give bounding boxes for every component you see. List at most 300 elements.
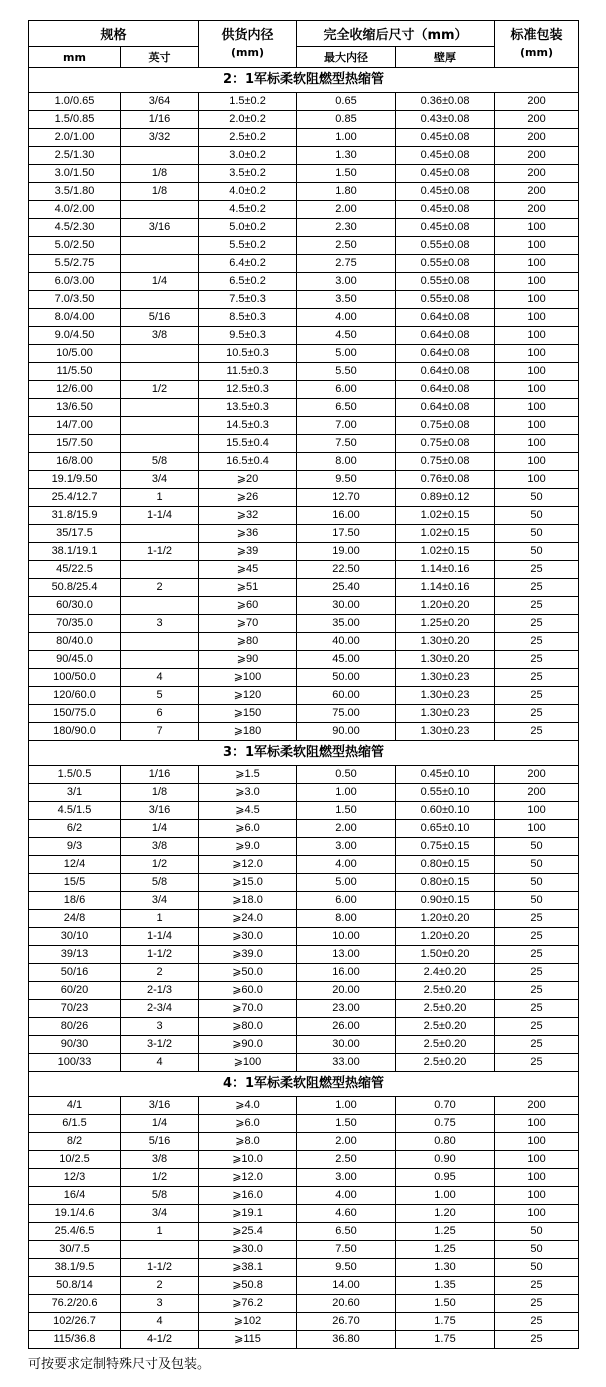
cell-mm: 70/23: [29, 1000, 121, 1018]
table-row: [29, 784, 579, 802]
cell-inch: 1/4: [121, 1115, 199, 1133]
cell-pack: 25: [495, 1000, 579, 1018]
cell-pack: 100: [495, 273, 579, 291]
cell-inch: [121, 651, 199, 669]
table-row: [29, 615, 579, 633]
cell-max-id: 1.50: [297, 165, 396, 183]
cell-wall: 0.64±0.08: [396, 309, 495, 327]
cell-wall: 0.80: [396, 1133, 495, 1151]
cell-inch: 1/16: [121, 111, 199, 129]
cell-wall: 2.5±0.20: [396, 1018, 495, 1036]
cell-wall: 2.5±0.20: [396, 1036, 495, 1054]
header-recovered: 完全收缩后尺寸（mm）: [297, 21, 495, 47]
cell-inch: 1/2: [121, 1169, 199, 1187]
cell-max-id: 3.00: [297, 273, 396, 291]
cell-wall: 0.75±0.08: [396, 453, 495, 471]
section-title-row: [29, 68, 579, 93]
cell-max-id: 1.30: [297, 147, 396, 165]
cell-pack: 50: [495, 1223, 579, 1241]
cell-supply-id: ⩾76.2: [199, 1295, 297, 1313]
cell-pack: 100: [495, 291, 579, 309]
cell-max-id: 50.00: [297, 669, 396, 687]
cell-max-id: 9.50: [297, 471, 396, 489]
section-4to1: [29, 1072, 579, 1349]
table-row: [29, 723, 579, 741]
cell-max-id: 2.30: [297, 219, 396, 237]
table-row: [29, 1205, 579, 1223]
header-supply-id-unit: (mm): [231, 46, 264, 59]
cell-mm: 38.1/19.1: [29, 543, 121, 561]
cell-wall: 1.25: [396, 1241, 495, 1259]
cell-inch: 3/4: [121, 892, 199, 910]
cell-wall: 1.14±0.16: [396, 561, 495, 579]
cell-max-id: 4.00: [297, 309, 396, 327]
table-row: [29, 1277, 579, 1295]
cell-inch: [121, 255, 199, 273]
table-row: [29, 129, 579, 147]
cell-wall: 0.90: [396, 1151, 495, 1169]
cell-wall: 1.20: [396, 1205, 495, 1223]
cell-max-id: 19.00: [297, 543, 396, 561]
cell-inch: 2: [121, 964, 199, 982]
cell-wall: 0.60±0.10: [396, 802, 495, 820]
cell-wall: 0.55±0.10: [396, 784, 495, 802]
cell-mm: 50.8/14: [29, 1277, 121, 1295]
cell-inch: 1-1/4: [121, 507, 199, 525]
cell-inch: 5/8: [121, 1187, 199, 1205]
cell-supply-id: 3.5±0.2: [199, 165, 297, 183]
cell-wall: 0.80±0.15: [396, 856, 495, 874]
section-title: 4：1军标柔软阻燃型热缩管: [29, 1072, 579, 1097]
cell-supply-id: 4.5±0.2: [199, 201, 297, 219]
table-row: [29, 1169, 579, 1187]
cell-mm: 25.4/6.5: [29, 1223, 121, 1241]
cell-pack: 25: [495, 1313, 579, 1331]
table-header: [29, 21, 579, 68]
cell-inch: 1/8: [121, 165, 199, 183]
table-row: [29, 802, 579, 820]
cell-supply-id: 2.0±0.2: [199, 111, 297, 129]
cell-max-id: 30.00: [297, 597, 396, 615]
cell-inch: 5: [121, 687, 199, 705]
cell-inch: 3/16: [121, 802, 199, 820]
table-row: [29, 1018, 579, 1036]
cell-inch: 4: [121, 1054, 199, 1072]
cell-pack: 100: [495, 1187, 579, 1205]
table-row: [29, 1000, 579, 1018]
cell-supply-id: 2.5±0.2: [199, 129, 297, 147]
cell-mm: 19.1/9.50: [29, 471, 121, 489]
cell-mm: 100/50.0: [29, 669, 121, 687]
table-row: [29, 201, 579, 219]
cell-max-id: 3.00: [297, 1169, 396, 1187]
table-row: [29, 1036, 579, 1054]
cell-max-id: 13.00: [297, 946, 396, 964]
table-row: [29, 856, 579, 874]
table-row: [29, 543, 579, 561]
cell-pack: 200: [495, 147, 579, 165]
cell-pack: 50: [495, 1241, 579, 1259]
cell-pack: 100: [495, 345, 579, 363]
cell-supply-id: ⩾15.0: [199, 874, 297, 892]
cell-supply-id: ⩾19.1: [199, 1205, 297, 1223]
cell-inch: 1: [121, 1223, 199, 1241]
cell-max-id: 12.70: [297, 489, 396, 507]
cell-supply-id: 16.5±0.4: [199, 453, 297, 471]
cell-pack: 100: [495, 802, 579, 820]
cell-inch: [121, 633, 199, 651]
header-supply-id-title: 供货内径: [221, 28, 274, 43]
cell-pack: 50: [495, 838, 579, 856]
table-row: [29, 1054, 579, 1072]
header-wall: 壁厚: [396, 47, 495, 68]
cell-pack: 50: [495, 543, 579, 561]
cell-wall: 2.5±0.20: [396, 1000, 495, 1018]
cell-inch: [121, 435, 199, 453]
cell-supply-id: 5.5±0.2: [199, 237, 297, 255]
table-row: [29, 237, 579, 255]
cell-wall: 0.45±0.08: [396, 219, 495, 237]
table-row: [29, 435, 579, 453]
cell-inch: [121, 561, 199, 579]
cell-inch: [121, 237, 199, 255]
table-row: [29, 874, 579, 892]
cell-wall: 1.30±0.23: [396, 723, 495, 741]
cell-pack: 100: [495, 309, 579, 327]
cell-wall: 1.50±0.20: [396, 946, 495, 964]
cell-wall: 0.55±0.08: [396, 291, 495, 309]
cell-max-id: 36.80: [297, 1331, 396, 1349]
cell-wall: 0.65±0.10: [396, 820, 495, 838]
table-row: [29, 1223, 579, 1241]
cell-max-id: 17.50: [297, 525, 396, 543]
cell-supply-id: 4.0±0.2: [199, 183, 297, 201]
cell-mm: 15/5: [29, 874, 121, 892]
cell-wall: 1.30±0.23: [396, 687, 495, 705]
cell-max-id: 4.00: [297, 856, 396, 874]
cell-supply-id: 12.5±0.3: [199, 381, 297, 399]
cell-mm: 30/10: [29, 928, 121, 946]
cell-inch: [121, 291, 199, 309]
cell-mm: 5.5/2.75: [29, 255, 121, 273]
cell-inch: 1-1/2: [121, 946, 199, 964]
cell-pack: 25: [495, 1295, 579, 1313]
cell-supply-id: ⩾100: [199, 1054, 297, 1072]
cell-max-id: 0.85: [297, 111, 396, 129]
cell-supply-id: ⩾16.0: [199, 1187, 297, 1205]
cell-mm: 25.4/12.7: [29, 489, 121, 507]
cell-inch: 1/4: [121, 273, 199, 291]
cell-mm: 102/26.7: [29, 1313, 121, 1331]
cell-wall: 0.43±0.08: [396, 111, 495, 129]
section-title-row: [29, 741, 579, 766]
cell-pack: 100: [495, 1115, 579, 1133]
table-row: [29, 910, 579, 928]
cell-mm: 60/20: [29, 982, 121, 1000]
cell-max-id: 6.00: [297, 381, 396, 399]
cell-max-id: 7.50: [297, 1241, 396, 1259]
cell-wall: 0.64±0.08: [396, 345, 495, 363]
cell-supply-id: ⩾90: [199, 651, 297, 669]
cell-max-id: 8.00: [297, 453, 396, 471]
cell-max-id: 20.00: [297, 982, 396, 1000]
cell-supply-id: ⩾12.0: [199, 856, 297, 874]
cell-pack: 25: [495, 723, 579, 741]
table-row: [29, 687, 579, 705]
cell-inch: 4: [121, 669, 199, 687]
cell-wall: 0.89±0.12: [396, 489, 495, 507]
cell-mm: 76.2/20.6: [29, 1295, 121, 1313]
cell-mm: 115/36.8: [29, 1331, 121, 1349]
cell-mm: 35/17.5: [29, 525, 121, 543]
cell-mm: 60/30.0: [29, 597, 121, 615]
cell-inch: 3/8: [121, 327, 199, 345]
cell-wall: 0.75±0.08: [396, 417, 495, 435]
section-3to1: [29, 741, 579, 1072]
cell-wall: 0.75±0.08: [396, 435, 495, 453]
cell-supply-id: ⩾39: [199, 543, 297, 561]
cell-pack: 25: [495, 928, 579, 946]
cell-supply-id: ⩾102: [199, 1313, 297, 1331]
cell-inch: 1: [121, 489, 199, 507]
cell-mm: 10/2.5: [29, 1151, 121, 1169]
cell-wall: 0.64±0.08: [396, 363, 495, 381]
cell-inch: [121, 363, 199, 381]
table-row: [29, 982, 579, 1000]
cell-pack: 25: [495, 910, 579, 928]
cell-inch: [121, 525, 199, 543]
table-row: [29, 1331, 579, 1349]
cell-max-id: 7.50: [297, 435, 396, 453]
cell-supply-id: ⩾51: [199, 579, 297, 597]
cell-pack: 25: [495, 1036, 579, 1054]
cell-max-id: 4.50: [297, 327, 396, 345]
cell-max-id: 9.50: [297, 1259, 396, 1277]
cell-mm: 6/2: [29, 820, 121, 838]
cell-supply-id: ⩾6.0: [199, 820, 297, 838]
table-row: [29, 705, 579, 723]
table-row: [29, 183, 579, 201]
cell-inch: 3/16: [121, 1097, 199, 1115]
table-row: [29, 964, 579, 982]
cell-mm: 12/6.00: [29, 381, 121, 399]
cell-inch: 5/8: [121, 874, 199, 892]
cell-max-id: 30.00: [297, 1036, 396, 1054]
cell-mm: 2.0/1.00: [29, 129, 121, 147]
cell-supply-id: ⩾36: [199, 525, 297, 543]
table-row: [29, 1259, 579, 1277]
cell-pack: 200: [495, 1097, 579, 1115]
cell-pack: 50: [495, 507, 579, 525]
cell-wall: 0.45±0.08: [396, 129, 495, 147]
table-row: [29, 309, 579, 327]
table-row: [29, 417, 579, 435]
cell-mm: 18/6: [29, 892, 121, 910]
table-row: [29, 255, 579, 273]
cell-supply-id: ⩾30.0: [199, 1241, 297, 1259]
cell-wall: 1.20±0.20: [396, 597, 495, 615]
cell-pack: 25: [495, 964, 579, 982]
cell-wall: 1.30±0.20: [396, 633, 495, 651]
cell-pack: 100: [495, 255, 579, 273]
cell-wall: 2.4±0.20: [396, 964, 495, 982]
cell-supply-id: ⩾32: [199, 507, 297, 525]
cell-pack: 50: [495, 489, 579, 507]
cell-max-id: 1.50: [297, 1115, 396, 1133]
cell-wall: 1.30±0.23: [396, 705, 495, 723]
cell-supply-id: ⩾18.0: [199, 892, 297, 910]
cell-mm: 9/3: [29, 838, 121, 856]
table-row: [29, 892, 579, 910]
cell-max-id: 20.60: [297, 1295, 396, 1313]
cell-max-id: 35.00: [297, 615, 396, 633]
cell-pack: 25: [495, 1331, 579, 1349]
cell-inch: [121, 345, 199, 363]
table-row: [29, 399, 579, 417]
cell-pack: 25: [495, 982, 579, 1000]
table-row: [29, 165, 579, 183]
cell-max-id: 4.00: [297, 1187, 396, 1205]
cell-inch: 1/16: [121, 766, 199, 784]
cell-wall: 0.90±0.15: [396, 892, 495, 910]
table-row: [29, 327, 579, 345]
cell-supply-id: ⩾115: [199, 1331, 297, 1349]
cell-mm: 4.0/2.00: [29, 201, 121, 219]
cell-wall: 1.20±0.20: [396, 928, 495, 946]
cell-pack: 200: [495, 165, 579, 183]
cell-mm: 90/45.0: [29, 651, 121, 669]
cell-supply-id: ⩾90.0: [199, 1036, 297, 1054]
cell-max-id: 5.00: [297, 874, 396, 892]
cell-max-id: 33.00: [297, 1054, 396, 1072]
cell-max-id: 16.00: [297, 964, 396, 982]
table-row: [29, 93, 579, 111]
cell-supply-id: ⩾150: [199, 705, 297, 723]
cell-supply-id: ⩾6.0: [199, 1115, 297, 1133]
cell-pack: 25: [495, 946, 579, 964]
cell-inch: 3/4: [121, 471, 199, 489]
cell-supply-id: ⩾12.0: [199, 1169, 297, 1187]
cell-mm: 12/3: [29, 1169, 121, 1187]
cell-max-id: 2.00: [297, 820, 396, 838]
cell-wall: 0.64±0.08: [396, 399, 495, 417]
header-spec: 规格: [29, 21, 199, 47]
cell-max-id: 8.00: [297, 910, 396, 928]
cell-max-id: 60.00: [297, 687, 396, 705]
cell-max-id: 1.50: [297, 802, 396, 820]
cell-max-id: 90.00: [297, 723, 396, 741]
cell-wall: 0.80±0.15: [396, 874, 495, 892]
cell-pack: 25: [495, 651, 579, 669]
table-row: [29, 633, 579, 651]
header-pack-unit: (mm): [520, 46, 553, 59]
cell-wall: 1.75: [396, 1331, 495, 1349]
header-pack-title: 标准包装: [510, 28, 563, 43]
cell-mm: 13/6.50: [29, 399, 121, 417]
cell-pack: 200: [495, 111, 579, 129]
cell-wall: 1.14±0.16: [396, 579, 495, 597]
cell-mm: 5.0/2.50: [29, 237, 121, 255]
cell-wall: 1.00: [396, 1187, 495, 1205]
cell-pack: 200: [495, 183, 579, 201]
cell-max-id: 2.00: [297, 1133, 396, 1151]
cell-max-id: 26.00: [297, 1018, 396, 1036]
cell-mm: 8.0/4.00: [29, 309, 121, 327]
cell-mm: 4.5/1.5: [29, 802, 121, 820]
cell-supply-id: ⩾24.0: [199, 910, 297, 928]
cell-wall: 0.64±0.08: [396, 327, 495, 345]
cell-mm: 120/60.0: [29, 687, 121, 705]
cell-max-id: 0.65: [297, 93, 396, 111]
cell-inch: 5/16: [121, 1133, 199, 1151]
cell-supply-id: 5.0±0.2: [199, 219, 297, 237]
table-row: [29, 1133, 579, 1151]
cell-mm: 1.5/0.5: [29, 766, 121, 784]
cell-mm: 14/7.00: [29, 417, 121, 435]
spec-table: [28, 20, 579, 1349]
table-row: [29, 363, 579, 381]
table-row: [29, 489, 579, 507]
cell-inch: 3: [121, 615, 199, 633]
cell-mm: 39/13: [29, 946, 121, 964]
cell-supply-id: ⩾3.0: [199, 784, 297, 802]
cell-wall: 0.45±0.08: [396, 147, 495, 165]
cell-wall: 1.30±0.23: [396, 669, 495, 687]
cell-wall: 1.25±0.20: [396, 615, 495, 633]
cell-max-id: 10.00: [297, 928, 396, 946]
cell-supply-id: ⩾100: [199, 669, 297, 687]
cell-mm: 8/2: [29, 1133, 121, 1151]
cell-max-id: 22.50: [297, 561, 396, 579]
cell-pack: 50: [495, 1259, 579, 1277]
cell-pack: 100: [495, 399, 579, 417]
cell-mm: 4.5/2.30: [29, 219, 121, 237]
cell-inch: 1-1/2: [121, 1259, 199, 1277]
cell-wall: 1.02±0.15: [396, 507, 495, 525]
cell-inch: [121, 201, 199, 219]
table-row: [29, 1151, 579, 1169]
cell-max-id: 2.75: [297, 255, 396, 273]
cell-mm: 45/22.5: [29, 561, 121, 579]
cell-wall: 0.95: [396, 1169, 495, 1187]
cell-mm: 15/7.50: [29, 435, 121, 453]
cell-pack: 25: [495, 579, 579, 597]
cell-supply-id: 11.5±0.3: [199, 363, 297, 381]
footer-note: 可按要求定制特殊尺寸及包装。: [28, 1357, 211, 1372]
cell-max-id: 2.50: [297, 1151, 396, 1169]
cell-pack: 25: [495, 687, 579, 705]
cell-max-id: 1.00: [297, 1097, 396, 1115]
table-row: [29, 838, 579, 856]
cell-supply-id: ⩾120: [199, 687, 297, 705]
cell-supply-id: 14.5±0.3: [199, 417, 297, 435]
cell-supply-id: 7.5±0.3: [199, 291, 297, 309]
cell-mm: 9.0/4.50: [29, 327, 121, 345]
cell-supply-id: 10.5±0.3: [199, 345, 297, 363]
table-row: [29, 1295, 579, 1313]
table-row: [29, 273, 579, 291]
cell-pack: 100: [495, 363, 579, 381]
table-row: [29, 669, 579, 687]
cell-supply-id: ⩾70: [199, 615, 297, 633]
cell-inch: 1-1/4: [121, 928, 199, 946]
cell-inch: 2-1/3: [121, 982, 199, 1000]
header-supply-id: [199, 21, 297, 68]
cell-wall: 0.45±0.08: [396, 165, 495, 183]
cell-supply-id: 15.5±0.4: [199, 435, 297, 453]
cell-wall: 1.20±0.20: [396, 910, 495, 928]
cell-pack: 25: [495, 633, 579, 651]
